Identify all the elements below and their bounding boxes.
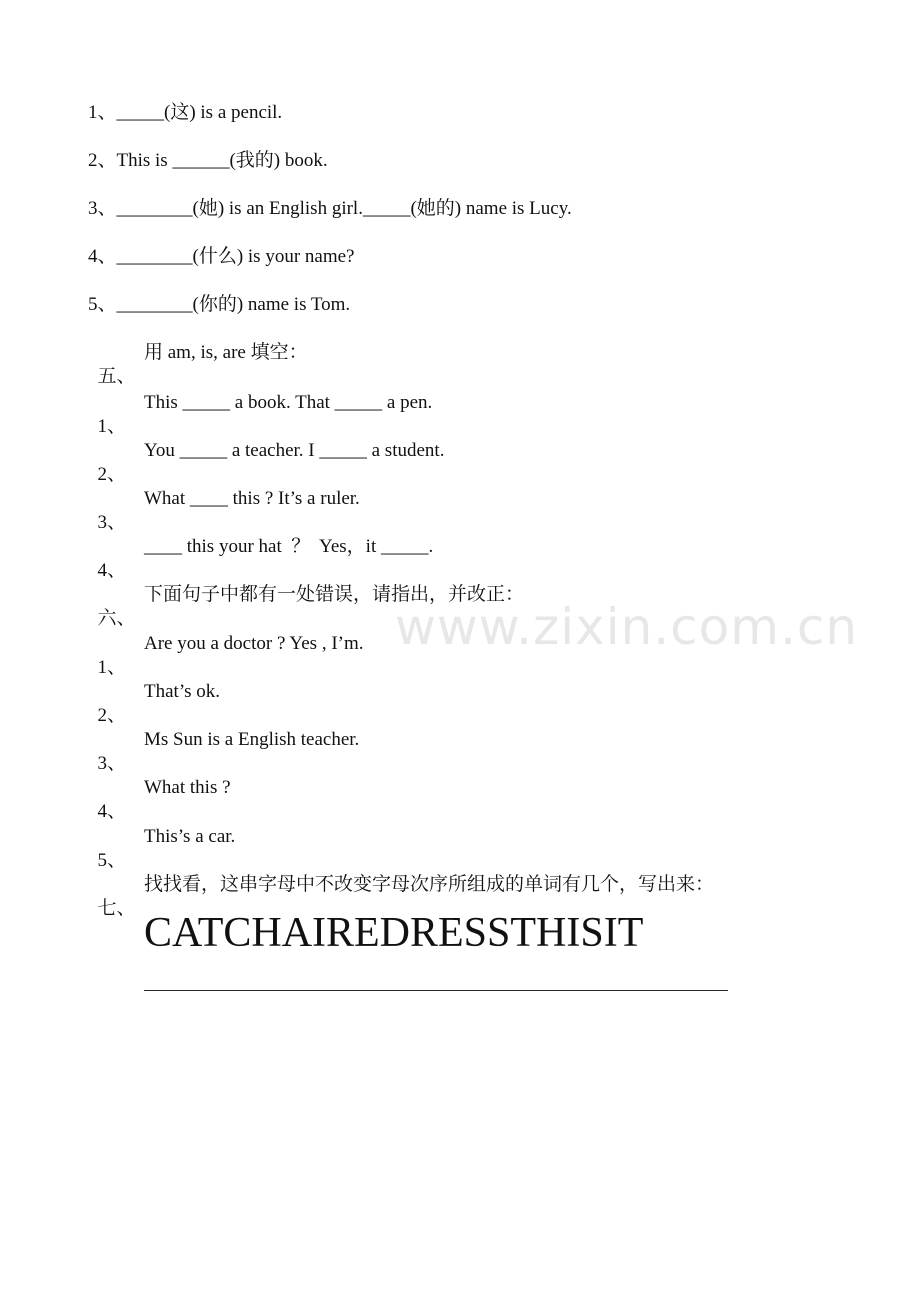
item-number: 1、: [97, 657, 127, 678]
section-number: 六、: [97, 608, 136, 629]
item-text: Ms Sun is a English teacher.: [144, 729, 360, 750]
item-number: 2、: [97, 464, 127, 485]
item-text: You _____ a teacher. I _____ a student.: [144, 440, 445, 461]
exercise-item: 1、_____(这) is a pencil.: [88, 102, 283, 123]
exercise-item: 3、________(她) is an English girl._____(她的) name is Lucy.: [88, 198, 572, 219]
item-number: 3、: [97, 512, 127, 533]
item-number: 1、: [97, 416, 127, 437]
watermark: www.zixin.com.cn: [395, 598, 859, 656]
item-text: This _____ a book. That _____ a pen.: [144, 392, 433, 413]
item-text: What ____ this ? It’s a ruler.: [144, 488, 360, 509]
item-number: 3、: [97, 753, 127, 774]
exercise-item: 5、________(你的) name is Tom.: [88, 294, 351, 315]
section-number: 五、: [97, 366, 136, 387]
section-title: 下面句子中都有一处错误，请指出，并改正：: [144, 584, 525, 605]
letter-string: CATCHAIREDRESSTHISIT: [144, 910, 644, 956]
item-number: 2、: [97, 705, 127, 726]
item-number: 4、: [97, 560, 127, 581]
exercise-item: 4、________(什么) is your name?: [88, 246, 355, 267]
exercise-item: 2、This is ______(我的) book.: [88, 150, 328, 171]
item-text: Are you a doctor ? Yes , I’m.: [144, 633, 364, 654]
item-text: ____ this your hat ？ Yes，it _____.: [144, 536, 434, 557]
answer-line: [144, 990, 728, 991]
item-text: This’s a car.: [144, 826, 236, 847]
section-title: 找找看，这串字母中不改变字母次序所组成的单词有几个，写出来：: [144, 874, 715, 895]
item-text: What this ?: [144, 777, 231, 798]
item-number: 4、: [97, 801, 127, 822]
section-title: 用 am, is, are 填空：: [144, 342, 308, 363]
item-text: That’s ok.: [144, 681, 220, 702]
section-number: 七、: [97, 898, 136, 919]
item-number: 5、: [97, 850, 127, 871]
